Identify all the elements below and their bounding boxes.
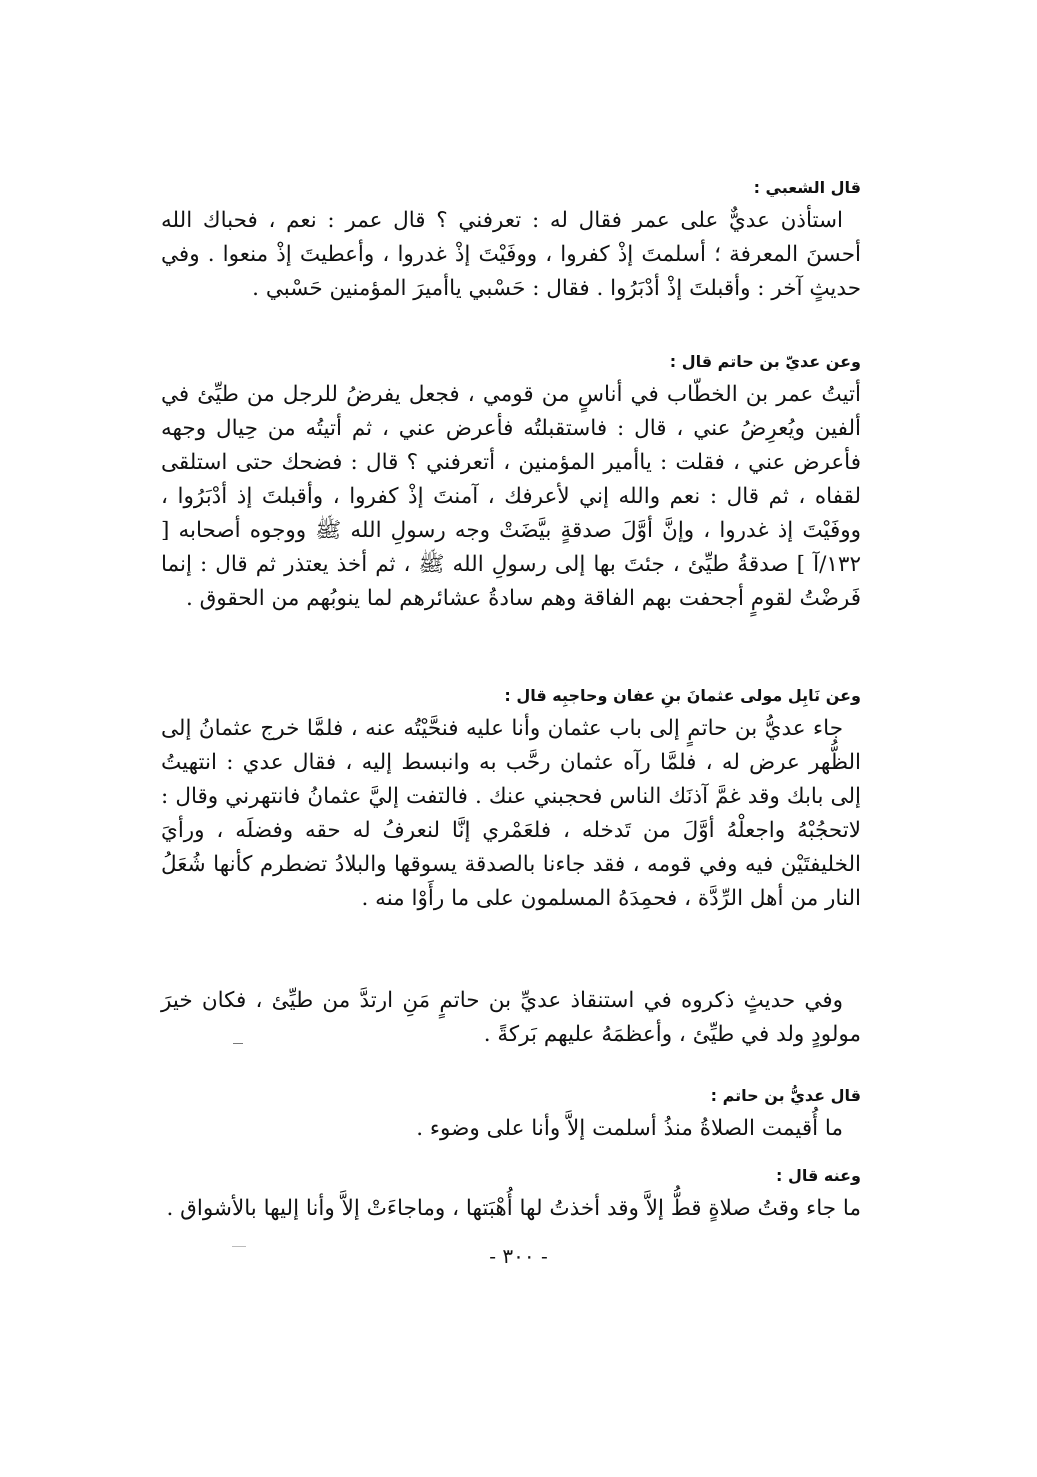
section-adi-said xyxy=(161,1086,861,1146)
section-heading: قال عديُّ بن حاتم : xyxy=(710,1086,861,1105)
paragraph: وفي حديثٍ ذكروه في استنقاذ عديِّ بن حاتمٍ مَنِ ارتدَّ من طيِّئ ، فكان خيرَ مولودٍ ولد في طيِّئ ، وأعظمَهُ عليهم بَركةً . xyxy=(161,988,861,1047)
paragraph: أتيتُ عمر بن الخطّاب في أناسٍ من قومي ، فجعل يفرضُ للرجل من طيِّئ في ألفين ويُعرِضُ عني ، قال : فاستقبلتُه فأعرض عني ، ثم أتيتُه من حِيال وجهه فأعرض عني ، فقلت : ياأمير المؤمنين ، أتعرفني ؟ قال : فضحك حتى استلقى لقفاه ، ثم قال : نعم والله إني لأعرفك ، آمنتَ إذْ كفروا ، وأقبلتَ إذ أدْبَرُوا ، ووفَيْتَ إذ غدروا ، وإنَّ أوَّلَ صدقةٍ بيَّضَتْ وجه رسولِ الله ﷺ ووجوه أصحابه [ ١٣٢/آ ] صدقةُ طيِّئ ، جئتَ بها إلى رسولِ الله ﷺ ، ثم أخذ يعتذر ثم قال : إنما فَرضْتُ لقومٍ أجحفت بهم الفاقة وهم سادةُ عشائرهم لما ينوبُهم من الحقوق . xyxy=(161,382,861,611)
paragraph: جاء عديُّ بن حاتمٍ إلى باب عثمان وأنا عليه فنحَّيْتُه عنه ، فلمَّا خرج عثمانُ إلى الظُّهر عرض له ، فلمَّا رآه عثمان رحَّب به وانبسط إليه ، فقال عدي : انتهيتُ إلى بابك وقد غمَّ آذنَك الناس فحجبني عنك . فالتفت إليَّ عثمانُ فانتهرني وقال : لاتحجُبْهُ واجعلْهُ أوَّلَ من تَدخله ، فلعَمْري إنَّا لنعرفُ له حقه وفضلَه ، ورأيَ الخليفتَيْن فيه وفي قومه ، فقد جاءنا بالصدقة يسوقها والبلادُ تضطرم كأنها شُعَلُ النار من أهل الرِّدَّة ، فحمِدَهُ المسلمون على ما رأَوْا منه . xyxy=(161,716,861,911)
section-heading: وعن نَابِل مولى عثمانَ بنِ عفان وحاجبِه قال : xyxy=(504,686,861,705)
section-nabil xyxy=(161,686,861,916)
paragraph: ما أُقيمت الصلاةُ منذُ أسلمت إلاَّ وأنا على وضوء . xyxy=(416,1116,843,1141)
section-adi-ibn-hatim xyxy=(161,352,861,616)
section-and-from-him xyxy=(161,1166,861,1226)
section-heading: وعن عديّ بن حاتم قال : xyxy=(669,352,861,371)
section-shabi xyxy=(161,178,861,306)
page-number: - ٣٠٠ - xyxy=(489,1244,548,1268)
paragraph: ما جاء وقتُ صلاةٍ قطُّ إلاَّ وقد أخذتُ لها أُهْبَتها ، وماجاءَتْ إلاَّ وأنا إليها بالأشواق . xyxy=(166,1196,861,1221)
section-heading: قال الشعبي : xyxy=(753,178,861,197)
decorative-dash xyxy=(233,1043,243,1044)
section-heading: وعنه قال : xyxy=(775,1166,861,1185)
section-narration xyxy=(161,978,861,1052)
paragraph: استأذن عديٌّ على عمر فقال له : تعرفني ؟ قال عمر : نعم ، فحباك الله أحسنَ المعرفة ؛ أسلمتَ إذْ كفروا ، ووفَيْتَ إذْ غدروا ، وأعطيتَ إذْ منعوا . وفي حديثٍ آخر : وأقبلتَ إذْ أدْبَرُوا . فقال : حَسْبي ياأميرَ المؤمنين حَسْبي . xyxy=(161,208,861,301)
